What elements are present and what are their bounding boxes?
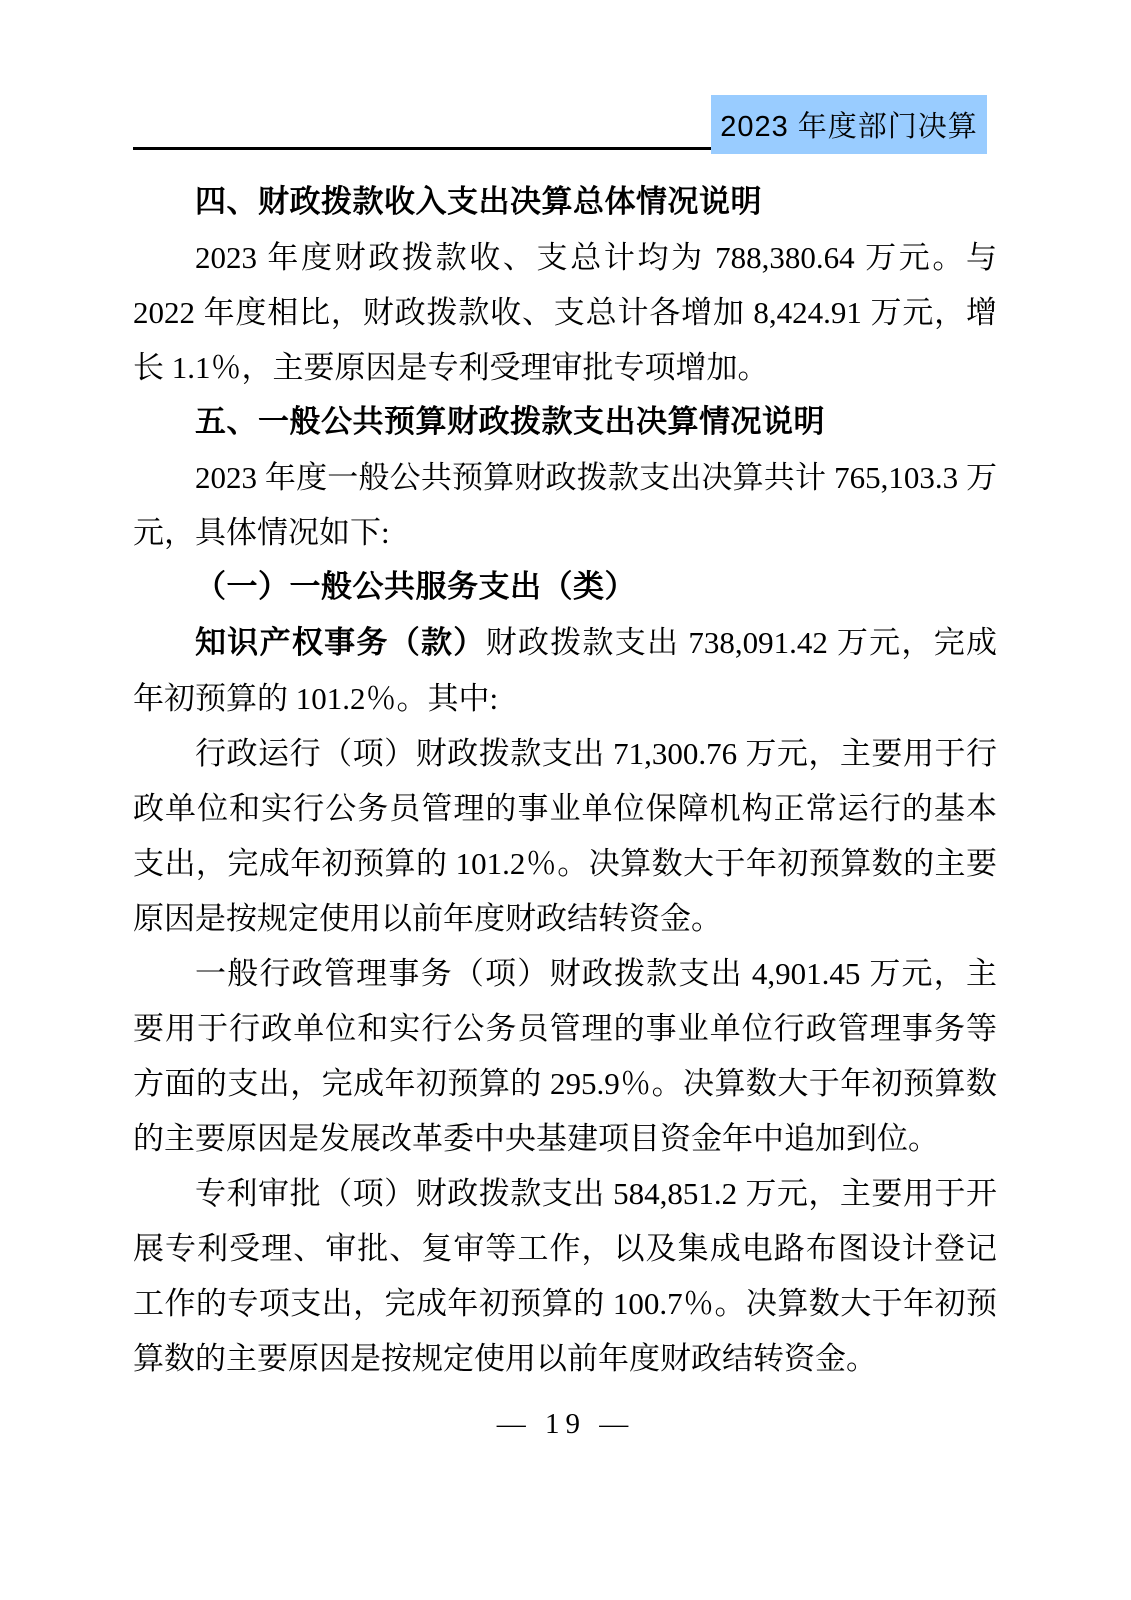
- page-footer: [0, 1408, 1131, 1441]
- paragraph-admin-operation: 行政运行（项）财政拨款支出 71,300.76 万元，主要用于行政单位和实行公务员管理的事业单位保障机构正常运行的基本支出，完成年初预算的 101.2％。决算数大于年初预算数的主要原因是按规定使用以前年度财政结转资金。: [133, 736, 997, 936]
- subsection-heading-1: （一）一般公共服务支出（类）: [195, 569, 636, 605]
- paragraph-ipr-affairs: [133, 615, 997, 726]
- paragraph-general-admin: 一般行政管理事务（项）财政拨款支出 4,901.45 万元，主要用于行政单位和实行公务员管理的事业单位行政管理事务等方面的支出，完成年初预算的 295.9％。决算数大于年初预算数的主要原因是发展改革委中央基建项目资金年中追加到位。: [133, 956, 997, 1156]
- paragraph-patent-approval: 专利审批（项）财政拨款支出 584,851.2 万元，主要用于开展专利受理、审批、复审等工作，以及集成电路布图设计登记工作的专项支出，完成年初预算的 100.7％。决算数大于年初预算数的主要原因是按规定使用以前年度财政结转资金。: [133, 1176, 997, 1376]
- document-body: [133, 175, 997, 1386]
- paragraph-ipr-rest: 财政拨款支出 738,091.42 万元，完成年初预算的 101.2％。其中:: [133, 625, 998, 716]
- section-heading-5: 五、一般公共预算财政拨款支出决算情况说明: [195, 404, 825, 440]
- section-heading-4: 四、财政拨款收入支出决算总体情况说明: [195, 184, 762, 220]
- paragraph-fiscal-total: 2023 年度财政拨款收、支总计均为 788,380.64 万元。与 2022 年度相比，财政拨款收、支总计各增加 8,424.91 万元，增长 1.1％，主要原因是专利受理审批专项增加。: [133, 240, 997, 385]
- header-badge-text: 2023 年度部门决算: [720, 111, 978, 143]
- paragraph-ipr-lead: 知识产权事务（款）: [195, 625, 486, 661]
- page-number: — 19 —: [496, 1408, 635, 1440]
- header-badge: [711, 95, 987, 154]
- paragraph-general-budget: 2023 年度一般公共预算财政拨款支出决算共计 765,103.3 万元，具体情况如下:: [133, 460, 997, 550]
